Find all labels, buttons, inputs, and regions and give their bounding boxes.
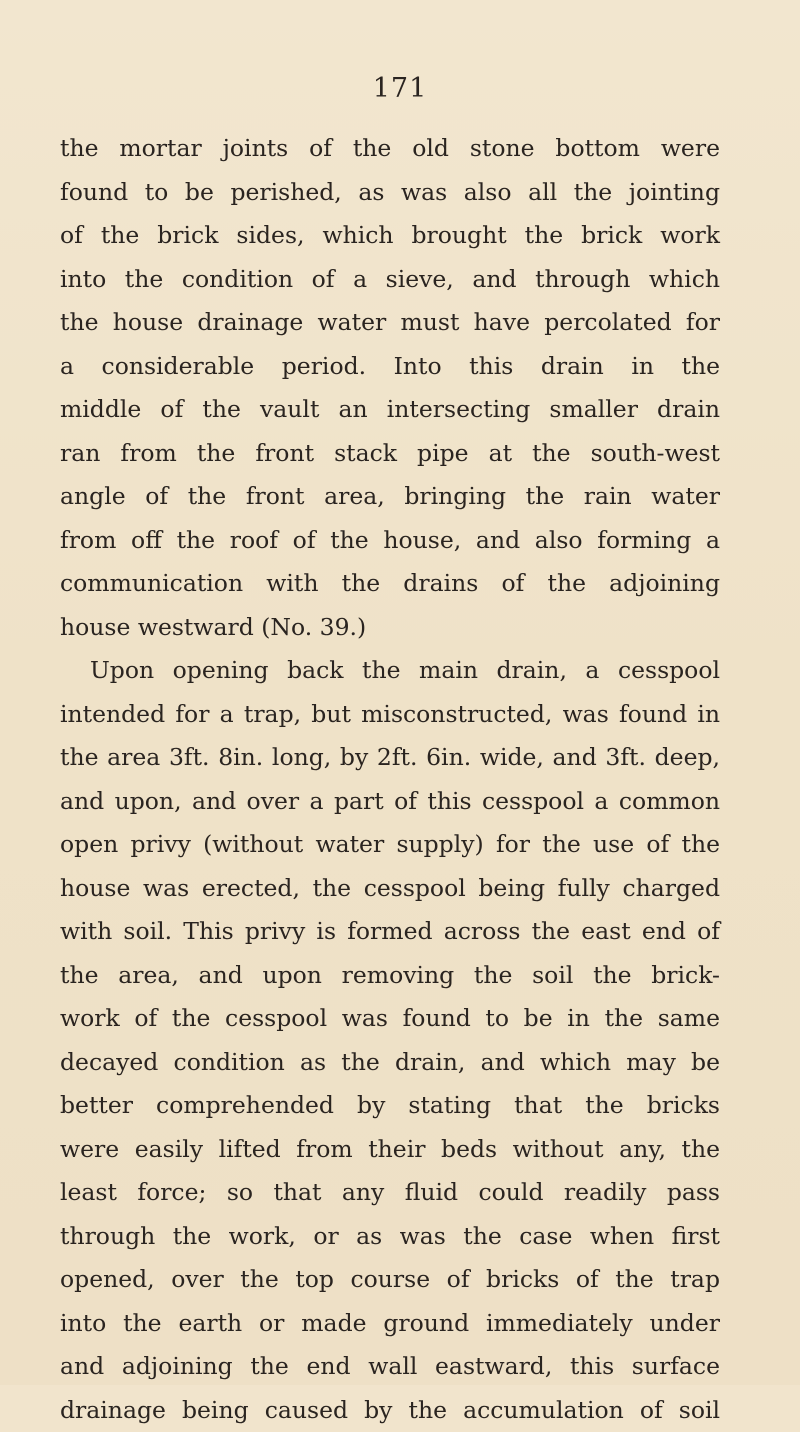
text-line: a considerable period. Into this drain in the [60, 345, 720, 389]
text-line: drainage being caused by the accumulation of soil [60, 1389, 720, 1432]
body-text [60, 127, 720, 1432]
text-line: house westward (No. 39.) [60, 606, 720, 650]
text-line: and upon, and over a part of this cesspool a common [60, 780, 720, 824]
text-line: with soil. This privy is formed across the east end of [60, 910, 720, 954]
text-line: house was erected, the cesspool being fully charged [60, 867, 720, 911]
text-line: into the condition of a sieve, and through which [60, 258, 720, 302]
text-line: work of the cesspool was found to be in the same [60, 997, 720, 1041]
text-line: angle of the front area, bringing the rain water [60, 475, 720, 519]
text-line: communication with the drains of the adjoining [60, 562, 720, 606]
text-line: through the work, or as was the case when first [60, 1215, 720, 1259]
text-line: middle of the vault an intersecting smaller drain [60, 388, 720, 432]
text-line: into the earth or made ground immediately under [60, 1302, 720, 1346]
text-line: Upon opening back the main drain, a cesspool [60, 649, 720, 693]
page-number: 171 [0, 73, 800, 104]
text-line: open privy (without water supply) for the use of the [60, 823, 720, 867]
text-line: least force; so that any fluid could readily pass [60, 1171, 720, 1215]
text-line: found to be perished, as was also all the jointing [60, 171, 720, 215]
text-line: intended for a trap, but misconstructed, was found in [60, 693, 720, 737]
text-line: decayed condition as the drain, and which may be [60, 1041, 720, 1085]
text-line: opened, over the top course of bricks of the trap [60, 1258, 720, 1302]
text-line: the mortar joints of the old stone bottom were [60, 127, 720, 171]
text-line: better comprehended by stating that the bricks [60, 1084, 720, 1128]
text-line: from off the roof of the house, and also forming a [60, 519, 720, 563]
text-line: and adjoining the end wall eastward, this surface [60, 1345, 720, 1389]
text-line: were easily lifted from their beds without any, the [60, 1128, 720, 1172]
text-line: ran from the front stack pipe at the south-west [60, 432, 720, 476]
text-line: the area 3ft. 8in. long, by 2ft. 6in. wide, and 3ft. deep, [60, 736, 720, 780]
text-line: of the brick sides, which brought the brick work [60, 214, 720, 258]
text-line: the area, and upon removing the soil the brick- [60, 954, 720, 998]
text-line: the house drainage water must have percolated for [60, 301, 720, 345]
